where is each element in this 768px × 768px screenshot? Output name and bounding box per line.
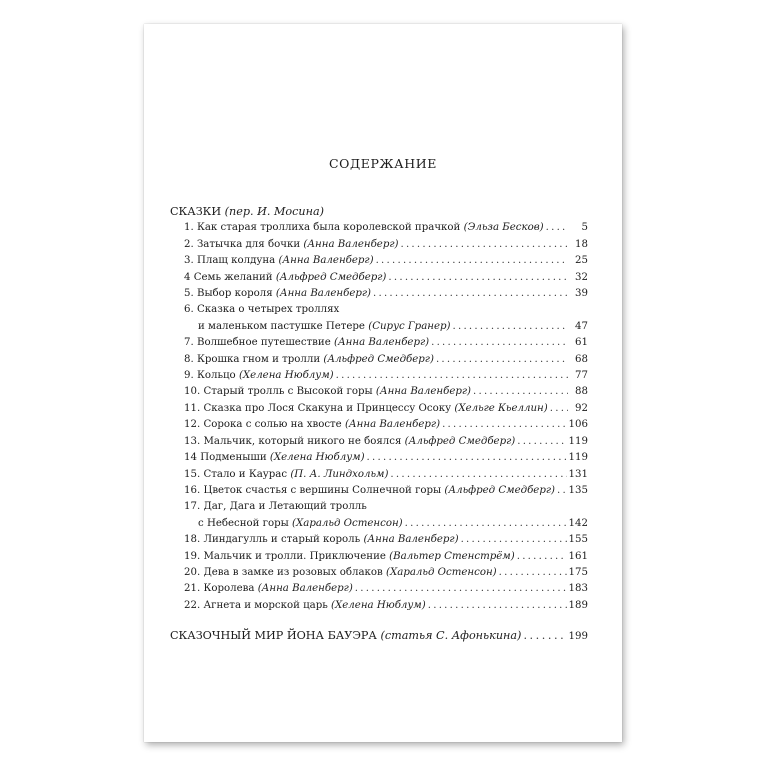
dot-leader — [428, 598, 567, 614]
dot-leader — [431, 335, 568, 351]
section-name: СКАЗКИ — [170, 205, 222, 218]
entry-title: 15. Стало и Каурас — [184, 468, 288, 480]
page-number: 61 — [575, 337, 588, 349]
dot-leader — [499, 565, 567, 581]
dot-leader — [405, 516, 567, 532]
entry-title: 1. Как старая троллиха была королевской прачкой — [184, 222, 461, 234]
page-number: 142 — [568, 517, 588, 529]
page-number: 18 — [575, 238, 588, 250]
entry-author: (Анна Валенберг) — [257, 583, 353, 595]
entry-author: (Анна Валенберг) — [333, 337, 430, 349]
entry-title: 21. Королева — [184, 583, 255, 595]
toc-entry — [170, 483, 588, 499]
entry-author: (Альфред Смедберг) — [444, 484, 555, 496]
toc-entry — [170, 450, 588, 466]
entry-title: и маленьком пастушке Петере — [198, 320, 365, 332]
dot-leader — [517, 549, 567, 565]
entry-author: (Анна Валенберг) — [344, 419, 441, 431]
toc-entry — [170, 467, 588, 483]
page-number: 32 — [575, 271, 588, 283]
entry-title: 12. Сорока с солью на хвосте — [184, 419, 342, 431]
entry-author: (Сирус Гранер) — [368, 320, 451, 332]
toc-items — [170, 220, 588, 614]
entry-title: с Небесной горы — [198, 517, 289, 529]
entry-author: (Хелена Нюблум) — [269, 452, 365, 464]
page-number: 39 — [575, 288, 588, 300]
entry-author: (Харальд Остенсон) — [386, 566, 497, 578]
entry-author: (Хельге Кьеллин) — [454, 402, 548, 414]
toc-entry — [170, 516, 588, 532]
dot-leader — [436, 352, 568, 368]
table-of-contents — [170, 204, 588, 646]
toc-entry — [170, 565, 588, 581]
toc-entry — [170, 270, 588, 286]
toc-entry — [170, 368, 588, 384]
section-heading-tales — [170, 204, 588, 220]
section-name: СКАЗОЧНЫЙ МИР ЙОНА БАУЭРА — [170, 629, 377, 643]
section-translator-note: (пер. И. Мосина) — [224, 205, 325, 218]
page-number: 155 — [568, 534, 588, 546]
toc-entry — [170, 253, 588, 269]
toc-entry — [170, 335, 588, 351]
toc-entry — [170, 237, 588, 253]
dot-leader — [373, 286, 568, 302]
entry-title: 13. Мальчик, который никого не боялся — [184, 435, 402, 447]
entry-author: (Хелена Нюблум) — [238, 370, 334, 382]
dot-leader — [517, 434, 566, 450]
entry-author: (Харальд Остенсон) — [292, 517, 403, 529]
page-number: 106 — [568, 419, 588, 431]
entry-author: (Анна Валенберг) — [275, 288, 371, 300]
page-number: 131 — [568, 468, 588, 480]
entry-title: 19. Мальчик и тролли. Приключение — [184, 550, 386, 562]
page-number: 175 — [568, 566, 588, 578]
entry-author: (П. А. Линдхольм) — [290, 468, 389, 480]
entry-author: (Хелена Нюблум) — [331, 599, 426, 611]
entry-title: 2. Затычка для бочки — [184, 238, 301, 250]
dot-leader — [550, 401, 568, 417]
dot-leader — [355, 581, 567, 597]
toc-entry — [170, 286, 588, 302]
page-number: 199 — [568, 631, 588, 643]
toc-entry — [170, 417, 588, 433]
book-page — [144, 24, 622, 742]
toc-entry — [170, 581, 588, 597]
entry-title: 22. Агнета и морской царь — [184, 599, 328, 611]
page-number: 25 — [575, 255, 588, 267]
toc-entry — [170, 319, 588, 335]
entry-title: 8. Крошка гном и тролли — [184, 353, 321, 365]
entry-title: 11. Сказка про Лося Скакуна и Принцессу Осоку — [184, 402, 452, 414]
entry-title: 14 Подменыши — [184, 452, 267, 464]
page-number: 189 — [568, 599, 588, 611]
entry-title: 10. Старый тролль с Высокой горы — [184, 386, 373, 398]
section-heading-essay — [170, 628, 588, 645]
page-number: 5 — [581, 222, 588, 234]
dot-leader — [546, 220, 568, 236]
dot-leader — [367, 450, 567, 466]
entry-author: (Альфред Смедберг) — [323, 353, 434, 365]
page-number: 119 — [568, 452, 588, 464]
toc-entry — [170, 352, 588, 368]
dot-leader — [473, 384, 568, 400]
toc-entry — [170, 384, 588, 400]
dot-leader — [557, 483, 567, 499]
section-author-note: (статья С. Афонькина) — [380, 629, 522, 643]
toc-entry — [170, 302, 588, 318]
page-number: 183 — [568, 583, 588, 595]
entry-title: 6. Сказка о четырех троллях — [184, 304, 340, 316]
page-number: 88 — [575, 386, 588, 398]
entry-author: (Анна Валенберг) — [303, 238, 399, 250]
dot-leader — [461, 532, 567, 548]
entry-title: 18. Линдагулль и старый король — [184, 534, 361, 546]
page-title: СОДЕРЖАНИЕ — [329, 156, 437, 171]
dot-leader — [442, 417, 566, 433]
entry-author: (Анна Валенберг) — [363, 534, 459, 546]
dot-leader — [390, 467, 566, 483]
page-number: 68 — [575, 353, 588, 365]
entry-title: 4 Семь желаний — [184, 271, 273, 283]
dot-leader — [523, 628, 566, 644]
entry-title: 5. Выбор короля — [184, 288, 273, 300]
page-number: 77 — [575, 370, 588, 382]
entry-author: (Эльза Бесков) — [463, 222, 544, 234]
entry-title: 20. Дева в замке из розовых облаков — [184, 566, 383, 578]
toc-entry — [170, 549, 588, 565]
toc-entry — [170, 434, 588, 450]
page-number: 47 — [575, 320, 588, 332]
page-number: 92 — [575, 402, 588, 414]
dot-leader — [376, 253, 568, 269]
entry-title: 3. Плащ колдуна — [184, 255, 276, 267]
entry-title: 16. Цветок счастья с вершины Солнечной горы — [184, 484, 442, 496]
entry-author: (Альфред Смедберг) — [404, 435, 516, 447]
dot-leader — [453, 319, 569, 335]
toc-entry — [170, 532, 588, 548]
entry-author: (Анна Валенберг) — [278, 255, 374, 267]
entry-title: 17. Даг, Дага и Летающий тролль — [184, 501, 367, 513]
entry-author: (Альфред Смедберг) — [275, 271, 387, 283]
toc-entry — [170, 598, 588, 614]
page-number: 161 — [568, 550, 588, 562]
entry-author: (Анна Валенберг) — [375, 386, 471, 398]
toc-entry — [170, 499, 588, 515]
dot-leader — [336, 368, 568, 384]
dot-leader — [388, 270, 568, 286]
toc-entry — [170, 401, 588, 417]
entry-title: 7. Волшебное путешествие — [184, 337, 331, 349]
toc-entry — [170, 220, 588, 236]
entry-author: (Вальтер Стенстрём) — [389, 550, 515, 562]
page-number: 135 — [568, 484, 588, 496]
dot-leader — [400, 237, 568, 253]
entry-title: 9. Кольцо — [184, 370, 236, 382]
page-number: 119 — [568, 435, 588, 447]
